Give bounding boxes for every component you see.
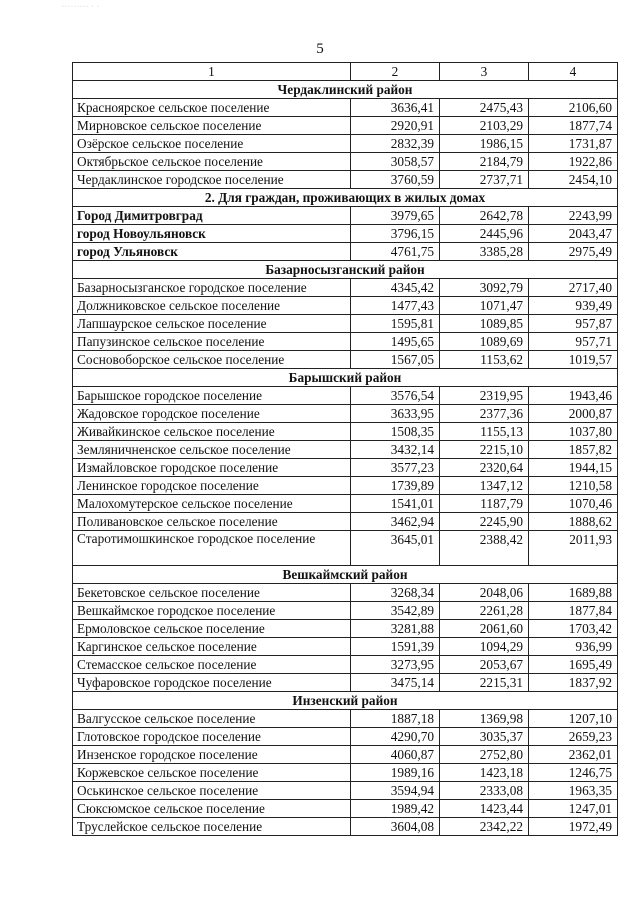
table-row	[73, 333, 618, 351]
settlement-name: Поливановское сельское поселение	[73, 513, 351, 531]
settlement-name: Земляничненское сельское поселение	[73, 441, 351, 459]
table-row	[73, 584, 618, 602]
table-row	[73, 800, 618, 818]
value-col-4: 939,49	[529, 297, 618, 315]
settlement-name: Лапшаурское сельское поселение	[73, 315, 351, 333]
settlement-name: Коржевское сельское поселение	[73, 764, 351, 782]
value-col-2: 3979,65	[351, 207, 440, 225]
settlement-name: Должниковское сельское поселение	[73, 297, 351, 315]
settlement-name: Октябрьское сельское поселение	[73, 153, 351, 171]
value-col-2: 1887,18	[351, 710, 440, 728]
value-col-2: 3760,59	[351, 171, 440, 189]
value-col-3: 2320,64	[440, 459, 529, 477]
value-col-4: 1944,15	[529, 459, 618, 477]
settlement-name: город Новоульяновск	[73, 225, 351, 243]
table-row	[73, 513, 618, 531]
settlement-name: Инзенское городское поселение	[73, 746, 351, 764]
value-col-4: 1037,80	[529, 423, 618, 441]
table-row	[73, 297, 618, 315]
value-col-3: 2261,28	[440, 602, 529, 620]
value-col-4: 2243,99	[529, 207, 618, 225]
settlement-name: Красноярское сельское поселение	[73, 99, 351, 117]
value-col-2: 3542,89	[351, 602, 440, 620]
value-col-2: 1989,16	[351, 764, 440, 782]
value-col-3: 2103,29	[440, 117, 529, 135]
value-col-2: 1508,35	[351, 423, 440, 441]
value-col-3: 1071,47	[440, 297, 529, 315]
value-col-3: 1153,62	[440, 351, 529, 369]
value-col-3: 3092,79	[440, 279, 529, 297]
value-col-3: 3035,37	[440, 728, 529, 746]
value-col-4: 1703,42	[529, 620, 618, 638]
value-col-2: 3576,54	[351, 387, 440, 405]
table-row	[73, 153, 618, 171]
value-col-4: 2011,93	[529, 531, 618, 566]
section-title: Чердаклинский район	[73, 81, 618, 99]
value-col-3: 2333,08	[440, 782, 529, 800]
value-col-2: 1989,42	[351, 800, 440, 818]
value-col-2: 2832,39	[351, 135, 440, 153]
value-col-4: 2043,47	[529, 225, 618, 243]
table-row	[73, 117, 618, 135]
scan-artifact-text: ········· · ·	[62, 4, 100, 10]
value-col-3: 2053,67	[440, 656, 529, 674]
settlement-name: Жадовское городское поселение	[73, 405, 351, 423]
value-col-4: 957,87	[529, 315, 618, 333]
section-title: Инзенский район	[73, 692, 618, 710]
section-title: Базарносызганский район	[73, 261, 618, 279]
value-col-2: 1595,81	[351, 315, 440, 333]
table-row	[73, 495, 618, 513]
settlement-name: Барышское городское поселение	[73, 387, 351, 405]
value-col-3: 2737,71	[440, 171, 529, 189]
value-col-4: 2106,60	[529, 99, 618, 117]
value-col-3: 2215,10	[440, 441, 529, 459]
value-col-4: 1210,58	[529, 477, 618, 495]
value-col-3: 2377,36	[440, 405, 529, 423]
value-col-3: 1369,98	[440, 710, 529, 728]
value-col-4: 957,71	[529, 333, 618, 351]
value-col-2: 3636,41	[351, 99, 440, 117]
section-title: 2. Для граждан, проживающих в жилых домах	[73, 189, 618, 207]
section-title: Барышский район	[73, 369, 618, 387]
table-row	[73, 656, 618, 674]
value-col-3: 2061,60	[440, 620, 529, 638]
section-header-row	[73, 261, 618, 279]
value-col-3: 3385,28	[440, 243, 529, 261]
value-col-2: 1541,01	[351, 495, 440, 513]
value-col-3: 2245,90	[440, 513, 529, 531]
table-row	[73, 459, 618, 477]
settlement-name: Стемасское сельское поселение	[73, 656, 351, 674]
value-col-4: 1877,74	[529, 117, 618, 135]
settlement-name: Оськинское сельское поселение	[73, 782, 351, 800]
table-row	[73, 638, 618, 656]
value-col-3: 2319,95	[440, 387, 529, 405]
settlement-name: Папузинское сельское поселение	[73, 333, 351, 351]
value-col-2: 3604,08	[351, 818, 440, 836]
value-col-3: 1089,85	[440, 315, 529, 333]
value-col-2: 3796,15	[351, 225, 440, 243]
value-col-3: 1094,29	[440, 638, 529, 656]
settlement-name: Труслейское сельское поселение	[73, 818, 351, 836]
value-col-3: 1423,18	[440, 764, 529, 782]
value-col-2: 4345,42	[351, 279, 440, 297]
value-col-2: 4060,87	[351, 746, 440, 764]
value-col-3: 2475,43	[440, 99, 529, 117]
settlement-name: Сюксюмское сельское поселение	[73, 800, 351, 818]
value-col-2: 4290,70	[351, 728, 440, 746]
table-row	[73, 279, 618, 297]
settlement-name: Измайловское городское поселение	[73, 459, 351, 477]
value-col-4: 1731,87	[529, 135, 618, 153]
settlement-name: Ермоловское сельское поселение	[73, 620, 351, 638]
value-col-4: 1207,10	[529, 710, 618, 728]
value-col-4: 2454,10	[529, 171, 618, 189]
header-cell: 1	[73, 63, 351, 81]
table-row	[73, 531, 618, 566]
value-col-4: 1019,57	[529, 351, 618, 369]
value-col-3: 2642,78	[440, 207, 529, 225]
table-row	[73, 764, 618, 782]
value-col-3: 1347,12	[440, 477, 529, 495]
table-row	[73, 135, 618, 153]
settlement-name: Каргинское сельское поселение	[73, 638, 351, 656]
value-col-4: 1689,88	[529, 584, 618, 602]
header-cell: 3	[440, 63, 529, 81]
value-col-2: 1477,43	[351, 297, 440, 315]
table-row	[73, 441, 618, 459]
table-row	[73, 602, 618, 620]
value-col-2: 3475,14	[351, 674, 440, 692]
value-col-2: 3058,57	[351, 153, 440, 171]
value-col-3: 2752,80	[440, 746, 529, 764]
value-col-2: 3577,23	[351, 459, 440, 477]
section-header-row	[73, 692, 618, 710]
table-row	[73, 225, 618, 243]
value-col-4: 1922,86	[529, 153, 618, 171]
value-col-4: 2975,49	[529, 243, 618, 261]
table-row	[73, 99, 618, 117]
table-row	[73, 387, 618, 405]
value-col-4: 1857,82	[529, 441, 618, 459]
table-row	[73, 710, 618, 728]
section-header-row	[73, 369, 618, 387]
value-col-2: 3281,88	[351, 620, 440, 638]
section-header-row	[73, 566, 618, 584]
value-col-2: 3273,95	[351, 656, 440, 674]
table-row	[73, 423, 618, 441]
value-col-3: 1187,79	[440, 495, 529, 513]
value-col-4: 2000,87	[529, 405, 618, 423]
value-col-3: 2445,96	[440, 225, 529, 243]
table-row	[73, 315, 618, 333]
value-col-4: 1972,49	[529, 818, 618, 836]
table-row	[73, 207, 618, 225]
value-col-3: 2048,06	[440, 584, 529, 602]
table-row	[73, 477, 618, 495]
value-col-3: 1423,44	[440, 800, 529, 818]
settlement-name: город Ульяновск	[73, 243, 351, 261]
value-col-3: 2215,31	[440, 674, 529, 692]
value-col-4: 1070,46	[529, 495, 618, 513]
table-row	[73, 405, 618, 423]
settlement-name: Бекетовское сельское поселение	[73, 584, 351, 602]
value-col-3: 1089,69	[440, 333, 529, 351]
value-col-2: 3462,94	[351, 513, 440, 531]
settlement-name: Вешкаймское городское поселение	[73, 602, 351, 620]
settlement-name: Мирновское сельское поселение	[73, 117, 351, 135]
settlement-name: Валгусское сельское поселение	[73, 710, 351, 728]
value-col-2: 3268,34	[351, 584, 440, 602]
value-col-4: 1837,92	[529, 674, 618, 692]
settlement-name: Город Димитровград	[73, 207, 351, 225]
section-title: Вешкаймский район	[73, 566, 618, 584]
settlement-name: Базарносызганское городское поселение	[73, 279, 351, 297]
value-col-3: 2388,42	[440, 531, 529, 566]
value-col-3: 2184,79	[440, 153, 529, 171]
settlement-name: Живайкинское сельское поселение	[73, 423, 351, 441]
header-cell: 2	[351, 63, 440, 81]
value-col-4: 2717,40	[529, 279, 618, 297]
value-col-2: 3594,94	[351, 782, 440, 800]
settlement-name: Сосновоборское сельское поселение	[73, 351, 351, 369]
settlement-name: Озёрское сельское поселение	[73, 135, 351, 153]
table-row	[73, 782, 618, 800]
value-col-4: 1877,84	[529, 602, 618, 620]
value-col-4: 1963,35	[529, 782, 618, 800]
value-col-4: 1695,49	[529, 656, 618, 674]
settlement-name: Чердаклинское городское поселение	[73, 171, 351, 189]
settlement-name: Глотовское городское поселение	[73, 728, 351, 746]
value-col-4: 1247,01	[529, 800, 618, 818]
table-row	[73, 746, 618, 764]
value-col-2: 2920,91	[351, 117, 440, 135]
value-col-2: 3633,95	[351, 405, 440, 423]
settlement-name: Чуфаровское городское поселение	[73, 674, 351, 692]
settlement-name: Ленинское городское поселение	[73, 477, 351, 495]
value-col-2: 1739,89	[351, 477, 440, 495]
table-row	[73, 818, 618, 836]
table-row	[73, 243, 618, 261]
value-col-4: 2659,23	[529, 728, 618, 746]
value-col-3: 1155,13	[440, 423, 529, 441]
settlement-name: Малохомутерское сельское поселение	[73, 495, 351, 513]
value-col-4: 936,99	[529, 638, 618, 656]
value-col-2: 3645,01	[351, 531, 440, 566]
value-col-4: 1246,75	[529, 764, 618, 782]
table-row	[73, 674, 618, 692]
value-col-4: 1943,46	[529, 387, 618, 405]
table-row	[73, 171, 618, 189]
value-col-2: 1567,05	[351, 351, 440, 369]
settlement-name: Старотимошкинское городское поселение	[73, 531, 351, 566]
page-number: 5	[316, 41, 324, 57]
value-col-4: 2362,01	[529, 746, 618, 764]
value-col-3: 1986,15	[440, 135, 529, 153]
value-col-4: 1888,62	[529, 513, 618, 531]
tariff-table	[72, 62, 618, 836]
table-row	[73, 728, 618, 746]
section-header-row	[73, 81, 618, 99]
value-col-2: 1495,65	[351, 333, 440, 351]
value-col-2: 1591,39	[351, 638, 440, 656]
value-col-2: 3432,14	[351, 441, 440, 459]
value-col-3: 2342,22	[440, 818, 529, 836]
header-cell: 4	[529, 63, 618, 81]
table-row	[73, 620, 618, 638]
value-col-2: 4761,75	[351, 243, 440, 261]
section-header-row	[73, 189, 618, 207]
header-row	[73, 63, 618, 81]
table-row	[73, 351, 618, 369]
